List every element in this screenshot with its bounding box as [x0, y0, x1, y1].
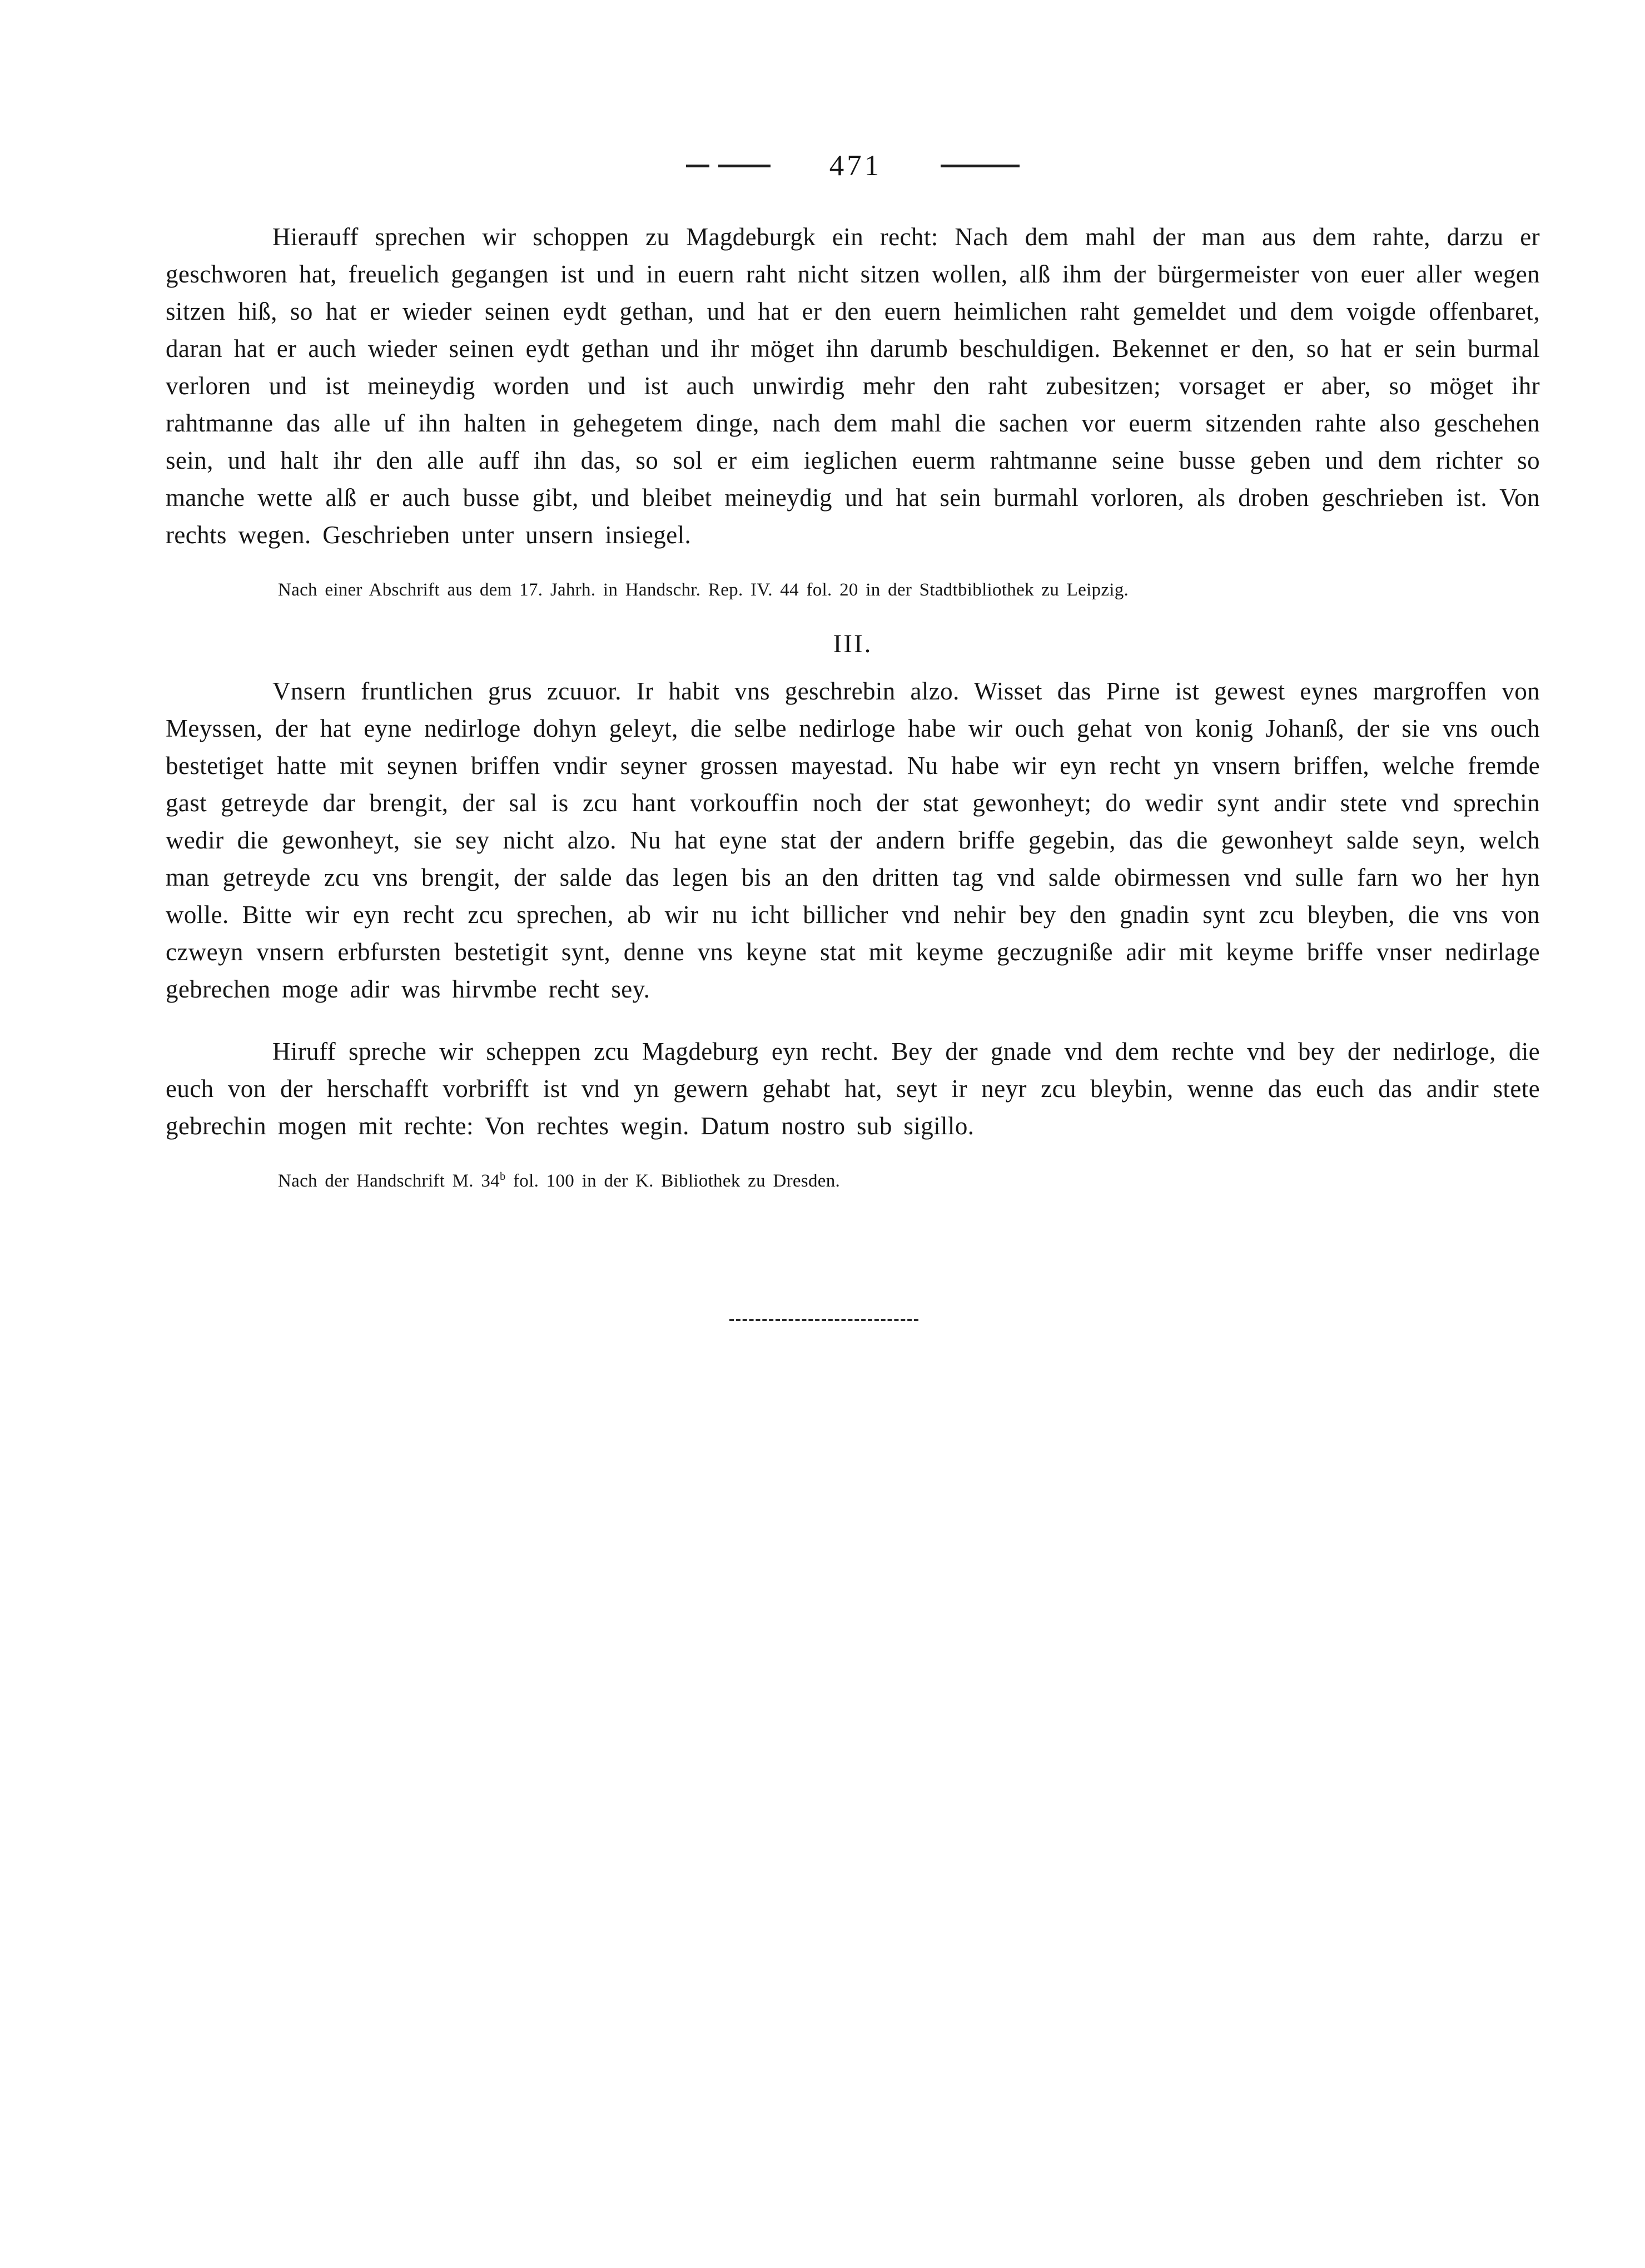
judgment-paragraph: Hiruff spreche wir scheppen zcu Magdeburg eyn recht. Bey der gnade vnd dem rechte vnd bey der nedirloge, die euch von der herschafft vorbrifft ist vnd yn gewern gehabt hat, seyt ir neyr zcu bleybin, wenne das euch das andir stete gebrechin mogen mit rechte: Von rechtes wegin. Datum nostro sub sigillo.	[166, 1038, 1540, 1140]
page-number-dash-left	[718, 165, 771, 167]
section-divider-dashed-rule	[729, 1319, 918, 1321]
source-note-dresden-suffix: fol. 100 in der K. Bibliothek zu Dresden.	[505, 1171, 841, 1191]
verdict-paragraph: Hierauff sprechen wir schoppen zu Magdeburgk ein recht: Nach dem mahl der man aus dem rahte, darzu er geschworen hat, freuelich gegangen ist und in euern raht nicht sitzen wollen, alß ihm der bürgermeister von euer aller wegen sitzen hiß, so hat er wieder seinen eydt gethan, und hat er den euern heimlichen raht gemeldet und dem voigde offenbaret, daran hat er auch wieder seinen eydt gethan und ihr möget ihn darumb beschuldigen. Bekennet er den, so hat er sein burmal verloren und ist meineydig worden und ist auch unwirdig mehr den raht zubesitzen; vorsaget er aber, so möget ihr rahtmanne das alle uf ihn halten in gehegetem dinge, nach dem mahl die sachen vor euerm sitzenden rahte also geschehen sein, und halt ihr den alle auff ihn das, so sol er eim ieglichen euerm rahtmanne seine busse geben und dem richter so manche wette alß er auch busse gibt, und bleibet meineydig und hat sein burmahl vorloren, als droben geschrieben ist. Von rechts wegen. Geschrieben unter unsern insiegel.	[166, 223, 1540, 549]
section-heading: III.	[833, 629, 873, 658]
page-number-dash-right	[941, 165, 1020, 167]
source-note-leipzig: Nach einer Abschrift aus dem 17. Jahrh. in Handschr. Rep. IV. 44 fol. 20 in der Stadtbibliothek zu Leipzig.	[278, 580, 1129, 600]
source-note-dresden-superscript: b	[499, 1170, 506, 1183]
source-note-dresden-prefix: Nach der Handschrift M. 34	[278, 1171, 500, 1191]
source-note-dresden	[278, 1170, 1540, 1192]
page-header	[166, 151, 1540, 181]
petition-paragraph: Vnsern fruntlichen grus zcuuor. Ir habit vns geschrebin alzo. Wisset das Pirne ist gewest eynes margroffen von Meyssen, der hat eyne nedirloge dohyn geleyt, die selbe nedirloge habe wir ouch gehat von konig Johanß, der sie vns ouch bestetiget hatte mit seynen briffen vndir seyner grossen mayestad. Nu habe wir eyn recht yn vnsern briffen, welche fremde gast getreyde dar brengit, der sal is zcu hant vorkouffin noch der stat gewonheyt; do wedir synt andir stete vnd sprechin wedir die gewonheyt, sie sey nicht alzo. Nu hat eyne stat der andern briffe gegebin, das die gewonheyt salde seyn, welch man getreyde zcu vns brengit, der salde das legen bis an den dritten tag vnd salde obirmessen vnd sulle farn wo her hyn wolle. Bitte wir eyn recht zcu sprechen, ab wir nu icht billicher vnd nehir bey den gnadin synt zcu bleyben, die vns von czweyn vnsern erbfursten bestetigit synt, denne vns keyne stat mit keyme geczugniße adir mit keyme briffe vnser nedirlage gebrechen moge adir was hirvmbe recht sey.	[166, 677, 1540, 1003]
page-number-dash-left-short	[686, 165, 709, 167]
page-number: 471	[829, 150, 882, 182]
text-block	[166, 0, 1540, 1321]
